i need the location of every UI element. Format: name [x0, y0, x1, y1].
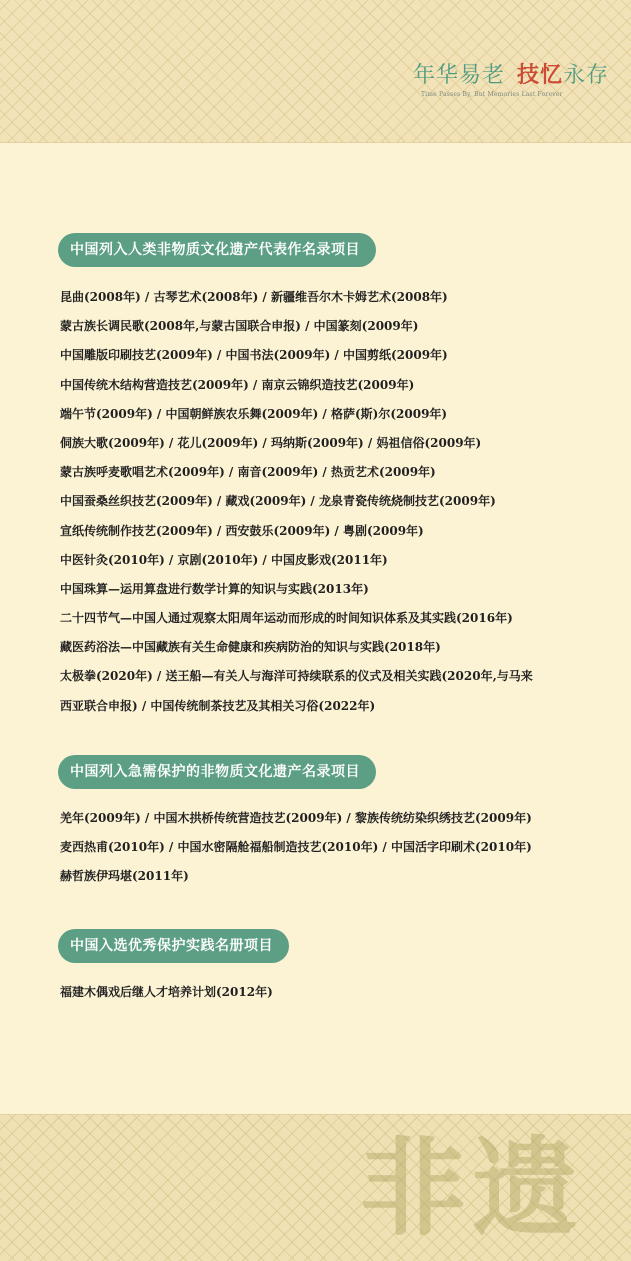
section-title-urgent-safeguarding-list: 中国列入急需保护的非物质文化遗产名录项目	[58, 755, 376, 789]
list-item: 中国传统木结构营造技艺(2009年) / 南京云锦织造技艺(2009年)	[60, 377, 415, 392]
list-item: 中医针灸(2010年) / 京剧(2010年) / 中国皮影戏(2011年)	[60, 552, 388, 567]
list-item: 太极拳(2020年) / 送王船—有关人与海洋可持续联系的仪式及相关实践(2020年,与马来	[60, 669, 533, 684]
list-item: 二十四节气—中国人通过观察太阳周年运动而形成的时间知识体系及其实践(2016年)	[60, 611, 513, 626]
logo-subtitle: Time Passes By, But Memories Last Forever	[420, 91, 563, 98]
section-title-representative-list: 中国列入人类非物质文化遗产代表作名录项目	[58, 233, 376, 267]
urgent-safeguarding-list	[60, 804, 611, 892]
list-item: 中国珠算—运用算盘进行数学计算的知识与实践(2013年)	[60, 581, 369, 596]
list-item: 昆曲(2008年) / 古琴艺术(2008年) / 新疆维吾尔木卡姆艺术(2008年)	[60, 290, 448, 304]
logo-part-3: 永存	[562, 63, 609, 88]
list-item: 羌年(2009年) / 中国木拱桥传统营造技艺(2009年) / 黎族传统纺染织绣技艺(2009年)	[60, 811, 532, 825]
list-item: 中国蚕桑丝织技艺(2009年) / 藏戏(2009年) / 龙泉青瓷传统烧制技艺(2009年)	[60, 494, 496, 509]
list-item: 福建木偶戏后继人才培养计划(2012年)	[60, 985, 273, 999]
footer-watermark: 非遗	[360, 1125, 584, 1250]
list-item: 藏医药浴法—中国藏族有关生命健康和疾病防治的知识与实践(2018年)	[60, 640, 441, 655]
section-title-good-practices-register: 中国入选优秀保护实践名册项目	[58, 929, 289, 963]
list-item: 蒙古族呼麦歌唱艺术(2009年) / 南音(2009年) / 热贡艺术(2009年)	[60, 465, 436, 480]
representative-list	[60, 283, 611, 721]
list-item: 端午节(2009年) / 中国朝鲜族农乐舞(2009年) / 格萨(斯)尔(2009年)	[60, 406, 448, 421]
logo-part-2: 技忆	[516, 62, 563, 88]
list-item: 蒙古族长调民歌(2008年,与蒙古国联合申报) / 中国篆刻(2009年)	[60, 319, 419, 334]
list-item: 赫哲族伊玛堪(2011年)	[60, 869, 189, 884]
list-item: 宣纸传统制作技艺(2009年) / 西安鼓乐(2009年) / 粤剧(2009年)	[60, 523, 424, 538]
list-item: 西亚联合申报) / 中国传统制茶技艺及其相关习俗(2022年)	[60, 698, 376, 713]
logo-title	[413, 58, 609, 89]
list-item: 麦西热甫(2010年) / 中国水密隔舱福船制造技艺(2010年) / 中国活字印刷术(2010年)	[60, 840, 532, 855]
header-logo	[413, 58, 609, 98]
list-item: 侗族大歌(2009年) / 花儿(2009年) / 玛纳斯(2009年) / 妈祖信俗(2009年)	[60, 435, 482, 450]
logo-part-1: 年华易老	[412, 63, 505, 88]
list-item: 中国雕版印刷技艺(2009年) / 中国书法(2009年) / 中国剪纸(2009年)	[60, 348, 448, 363]
good-practices-register	[60, 978, 611, 1007]
